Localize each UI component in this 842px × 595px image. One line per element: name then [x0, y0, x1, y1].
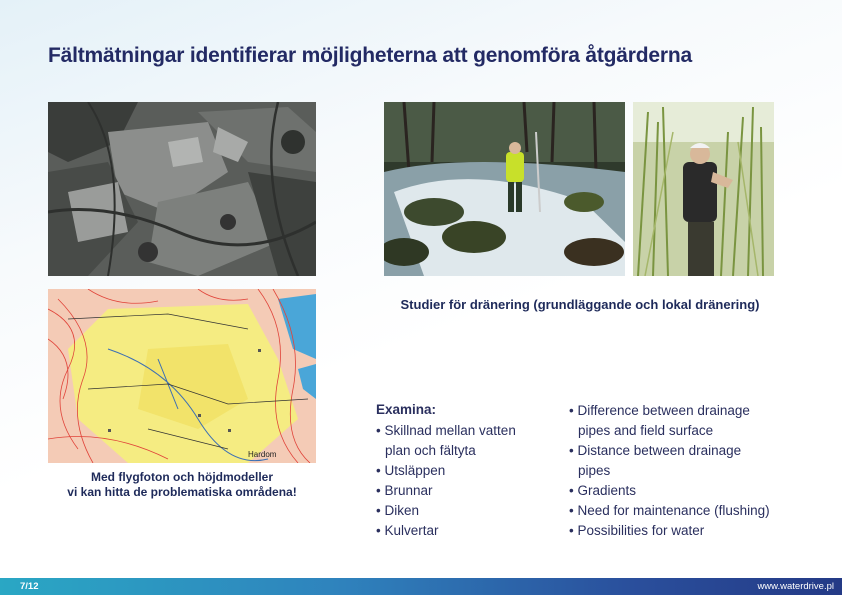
bullet: • — [376, 463, 381, 478]
english-list — [569, 401, 799, 541]
list-item — [376, 481, 556, 501]
topographic-map — [48, 289, 316, 463]
slide-title: Fältmätningar identifierar möjligheterna att genomföra åtgärderna — [48, 44, 692, 67]
map-caption — [48, 470, 316, 500]
bullet: • — [569, 483, 574, 498]
list-item-text: Diken — [384, 503, 420, 518]
list-item-text: plan och fältyta — [385, 443, 476, 458]
list-item — [569, 441, 799, 481]
list-item-text: pipes — [578, 463, 611, 478]
examina-list — [376, 401, 556, 541]
reed-field-photo — [633, 102, 774, 276]
list-item-text: Brunnar — [384, 483, 433, 498]
list-item — [569, 401, 799, 441]
photo-caption: Studier för dränering (grundläggande och lokal dränering) — [400, 297, 760, 312]
map-label-hardom: Hardom — [248, 450, 277, 459]
bullet: • — [376, 483, 381, 498]
page-number: 7/12 — [20, 581, 39, 592]
list-item — [376, 461, 556, 481]
bullet: • — [569, 403, 574, 418]
bullet: • — [376, 423, 381, 438]
list-item — [569, 521, 799, 541]
aerial-photo — [48, 102, 316, 276]
footer-bar — [0, 578, 842, 595]
map-caption-line2: vi kan hitta de problematiska områdena! — [67, 485, 297, 499]
list-item — [569, 481, 799, 501]
bullet: • — [376, 523, 381, 538]
map-caption-line1: Med flygfoton och höjdmodeller — [91, 470, 273, 484]
list-item-text: Skillnad mellan vatten — [384, 423, 516, 438]
bullet: • — [569, 523, 574, 538]
list-item-text: Need for maintenance (flushing) — [577, 503, 770, 518]
list-item-text: pipes and field surface — [578, 423, 714, 438]
bullet: • — [569, 503, 574, 518]
bullet: • — [569, 443, 574, 458]
list-item-text: Difference between drainage — [577, 403, 750, 418]
bullet: • — [376, 503, 381, 518]
list-item-text: Distance between drainage — [577, 443, 742, 458]
list-item — [569, 501, 799, 521]
list-item-text: Kulvertar — [384, 523, 439, 538]
list-item-text: Gradients — [577, 483, 637, 498]
list-item — [376, 421, 556, 461]
list-item-text: Possibilities for water — [577, 523, 705, 538]
list-item — [376, 501, 556, 521]
list-item-text: Utsläppen — [384, 463, 446, 478]
footer-url[interactable]: www.waterdrive.pl — [757, 581, 834, 592]
examina-heading: Examina: — [376, 402, 437, 417]
stream-field-photo — [384, 102, 625, 276]
list-item — [376, 521, 556, 541]
